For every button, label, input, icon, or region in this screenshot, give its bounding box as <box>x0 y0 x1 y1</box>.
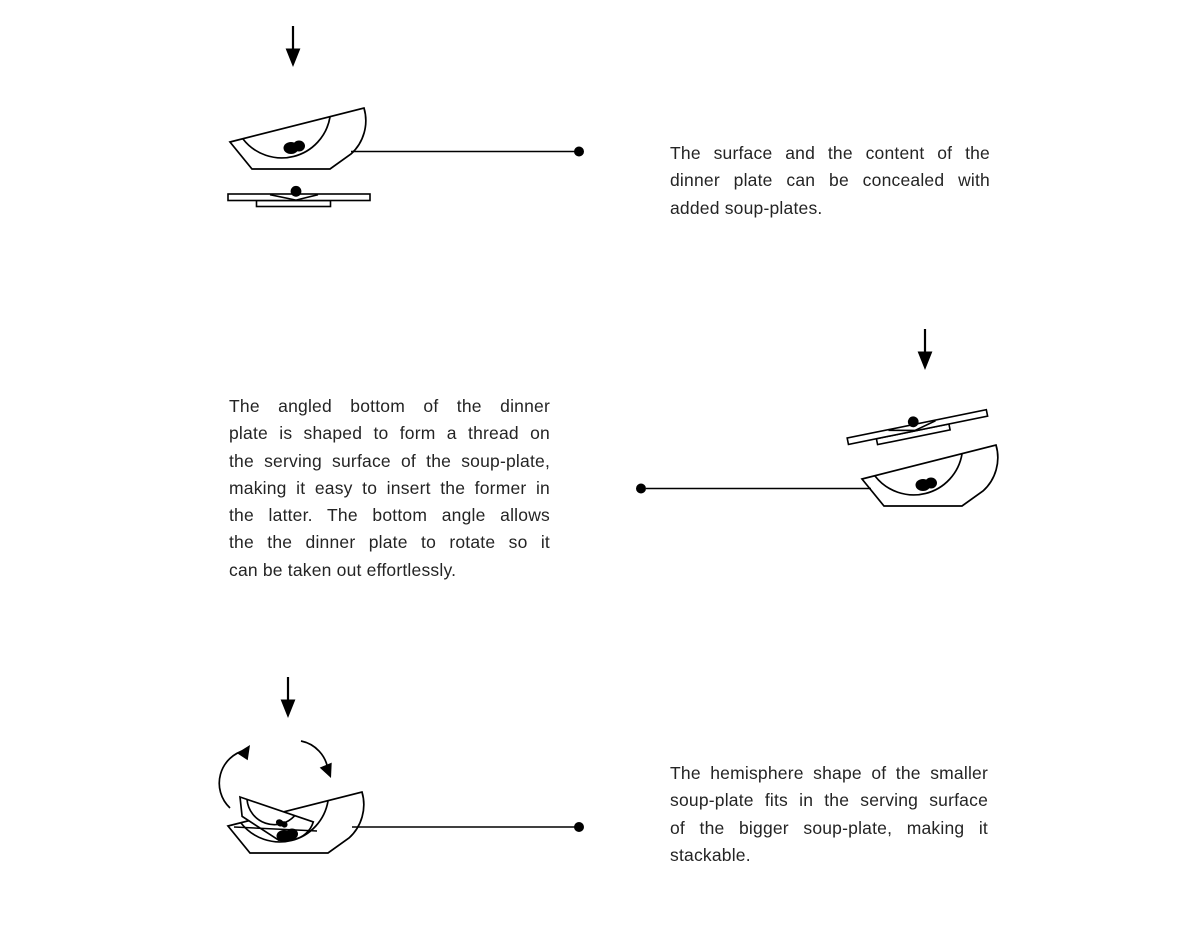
caption-stacking <box>670 760 988 869</box>
caption-line: dinner plate can be concealed with <box>670 170 990 191</box>
caption-line: added soup-plates. <box>670 197 823 218</box>
caption-line: the latter. The bottom angle allows <box>229 505 550 526</box>
caption-line: the serving surface of the soup-plate, <box>229 450 550 471</box>
stacked-soup-plates-icon <box>228 781 364 853</box>
callout-dot <box>574 147 584 157</box>
caption-line: making it easy to insert the former in <box>229 477 550 498</box>
soup-plate-icon <box>230 108 366 169</box>
diagram-concealment <box>228 26 584 207</box>
caption-insertion <box>229 393 550 584</box>
dinner-plate-icon <box>228 186 370 207</box>
down-arrow-icon <box>286 26 301 67</box>
caption-line: stackable. <box>670 844 751 865</box>
down-arrow-icon <box>918 329 933 370</box>
caption-line: The hemisphere shape of the smaller <box>670 763 988 783</box>
caption-line: The surface and the content of the <box>670 143 990 163</box>
dinner-plate-tilted-icon <box>846 402 989 450</box>
caption-concealment <box>670 140 990 222</box>
caption-line: the the dinner plate to rotate so it <box>229 532 550 553</box>
caption-line: plate is shaped to form a thread on <box>229 423 550 444</box>
callout-line <box>636 484 871 494</box>
diagram-insertion <box>636 329 998 506</box>
caption-line: The angled bottom of the dinner <box>229 396 550 416</box>
callout-dot <box>636 484 646 494</box>
rotation-arrows-icon <box>219 741 331 808</box>
diagram-stacking <box>219 677 584 853</box>
callout-line <box>351 147 584 157</box>
caption-line: can be taken out effortlessly. <box>229 559 457 580</box>
callout-line <box>352 822 584 832</box>
down-arrow-icon <box>281 677 296 718</box>
caption-line: of the bigger soup-plate, making it <box>670 817 988 838</box>
caption-line: soup-plate fits in the serving surface <box>670 790 988 811</box>
callout-dot <box>574 822 584 832</box>
soup-plate-icon <box>862 445 998 506</box>
